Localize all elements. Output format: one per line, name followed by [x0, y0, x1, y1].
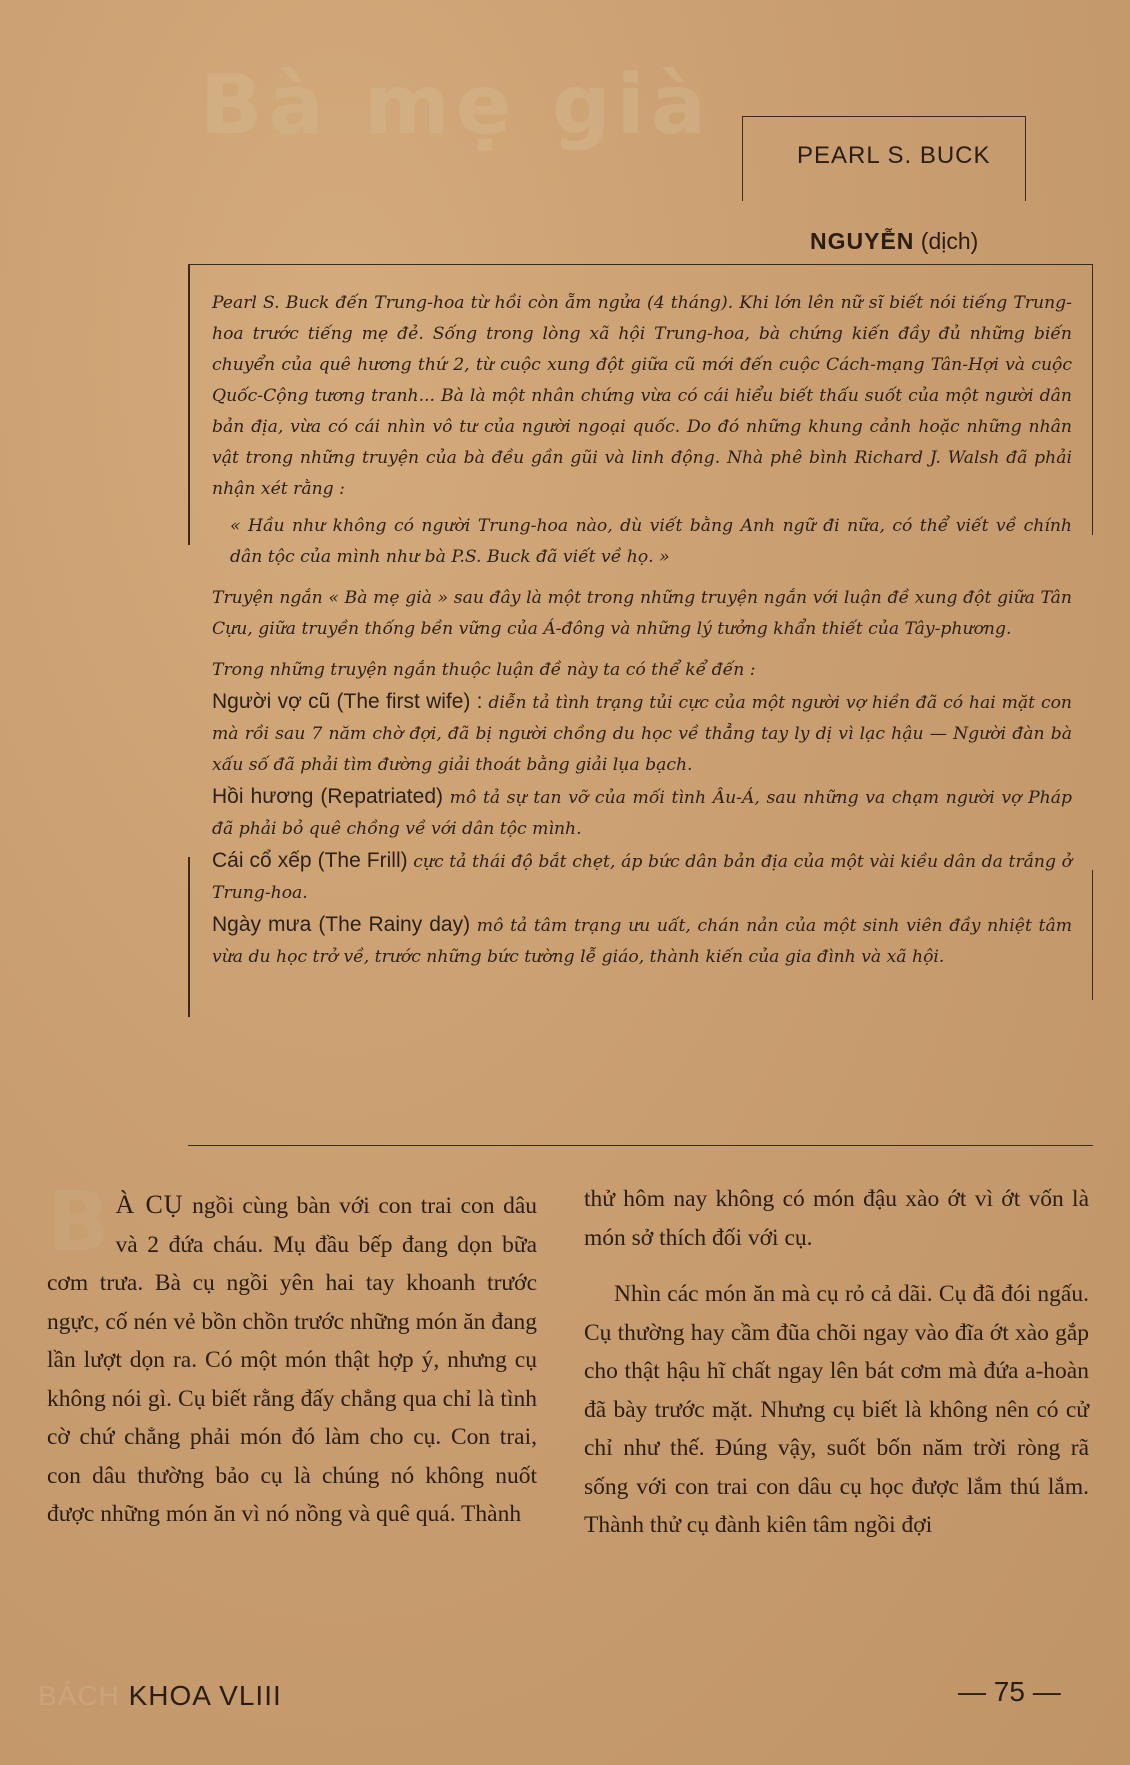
page-number: — 75 —	[958, 1676, 1061, 1707]
body-left-paragraph	[47, 1175, 538, 1534]
story-title: Ngày mưa (The Rainy day)	[212, 913, 471, 936]
story-title: Người vợ cũ (The first wife) :	[212, 690, 483, 713]
translator-name: NGUYỄN	[810, 228, 915, 254]
magazine-name-faded: BÁCH	[38, 1680, 120, 1711]
story-item	[212, 686, 1072, 781]
body-left-text: ngồi cùng bàn với con trai con dâu và 2 đứa cháu. Mụ đầu bếp đang dọn bữa cơm trưa. Bà cụ ngồi yên hai tay khoanh trước ngực, cố nén vẻ bồn chồn trước những món ăn đang lần lượt dọn ra. Có một món thật hợp ý, nhưng cụ không nói gì. Cụ biết rằng đấy chẳng qua chỉ là tình cờ chứ chẳng phải món đó làm cho cụ. Con trai, con dâu thường bảo cụ là chúng nó không nuốt được những món ăn vì nó nồng và quê quá. Thành	[47, 1193, 538, 1527]
story-description: mô tả tâm trạng ưu uất, chán nản của một sinh viên đầy nhiệt tâm vừa du học trở về, trước những bức tường lễ giáo, thành kiến của gia đình và xã hội.	[212, 916, 1072, 967]
story-item	[212, 909, 1072, 973]
story-item	[212, 781, 1072, 845]
intro-paragraph-2: Truyện ngắn « Bà mẹ già » sau đây là một trong những truyện ngắn với luận đề xung đột giữa Tân Cựu, giữa truyền thống bền vững của Á-đông và những lý tưởng khẩn thiết của Tây-phương.	[212, 588, 1072, 639]
magazine-issue: KHOA VLIII	[128, 1680, 282, 1711]
intro-text	[212, 288, 1072, 973]
story-description: diễn tả tình trạng tủi cực của một người vợ hiền đã có hai mặt con mà rồi sau 7 năm chờ đợi, đã bị người chồng du học về thẳng tay ly dị vì lạc hậu — Người đàn bà xấu số đã phải tìm đường giải thoát bằng giải lụa bạch.	[212, 693, 1072, 775]
body-column-right	[584, 1180, 1089, 1545]
story-description: cực tả thái độ bắt chẹt, áp bức dân bản địa của một vài kiều dân da trắng ở Trung-hoa.	[212, 852, 1072, 903]
intro-box-left-rule	[188, 857, 190, 1017]
faded-story-title: Bà mẹ già	[200, 58, 713, 153]
translator-credit	[810, 228, 978, 255]
story-title: Hồi hương (Repatriated)	[212, 785, 443, 808]
drop-cap: B	[47, 1175, 110, 1270]
author-name: PEARL S. BUCK	[797, 142, 991, 169]
intro-paragraph-1: Pearl S. Buck đến Trung-hoa từ hồi còn ẵm ngửa (4 tháng). Khi lớn lên nữ sĩ biết nói tiếng Trung-hoa trước tiếng mẹ đẻ. Sống trong lòng xã hội Trung-hoa, bà chứng kiến đầy đủ những biến chuyển của quê hương thứ 2, từ cuộc xung đột giữa cũ mới đến cuộc Cách-mạng Tân-Hợi và cuộc Quốc-Cộng tương tranh... Bà là một nhân chứng vừa có cái hiểu biết thấu suốt của một người dân bản địa, vừa có cái nhìn vô tư của người ngoại quốc. Do đó những khung cảnh hoặc những nhân vật trong những truyện của bà đều gần gũi và linh động. Nhà phê bình Richard J. Walsh đã phải nhận xét rằng :	[212, 293, 1072, 499]
magazine-footer	[38, 1680, 282, 1712]
lead-words: À CỤ	[115, 1190, 184, 1219]
body-right-paragraph-1: thử hôm nay không có món đậu xào ớt vì ớt vốn là món sở thích đối với cụ.	[584, 1186, 1089, 1251]
body-right-paragraph-2: Nhìn các món ăn mà cụ rỏ cả dãi. Cụ đã đói ngấu. Cụ thường hay cầm đũa chõi ngay vào đĩa ớt xào gắp cho thật hậu hĩ chất ngay lên bát cơm mà đứa a-hoàn đã bày trước mặt. Nhưng cụ biết là không nên có cử chỉ như thế. Đúng vậy, suốt bốn năm trời ròng rã sống với con trai con dâu cụ học được lắm thú lắm. Thành thử cụ đành kiên tâm ngồi đợi	[584, 1281, 1089, 1538]
intro-quote: « Hầu như không có người Trung-hoa nào, dù viết bằng Anh ngữ đi nữa, có thể viết về chính dân tộc của mình như bà P.S. Buck đã viết về họ. »	[230, 516, 1072, 567]
story-title: Cái cổ xếp (The Frill)	[212, 849, 408, 872]
story-description: mô tả sự tan vỡ của mối tình Âu-Á, sau những va chạm người vợ Pháp đã phải bỏ quê chồng về với dân tộc mình.	[212, 788, 1072, 839]
intro-paragraph-3: Trong những truyện ngắn thuộc luận đề này ta có thể kể đến :	[212, 660, 756, 680]
intro-box-right-rule	[1092, 870, 1094, 1000]
body-column-left	[47, 1175, 538, 1534]
story-item	[212, 845, 1072, 909]
translator-role: (dịch)	[920, 228, 979, 254]
